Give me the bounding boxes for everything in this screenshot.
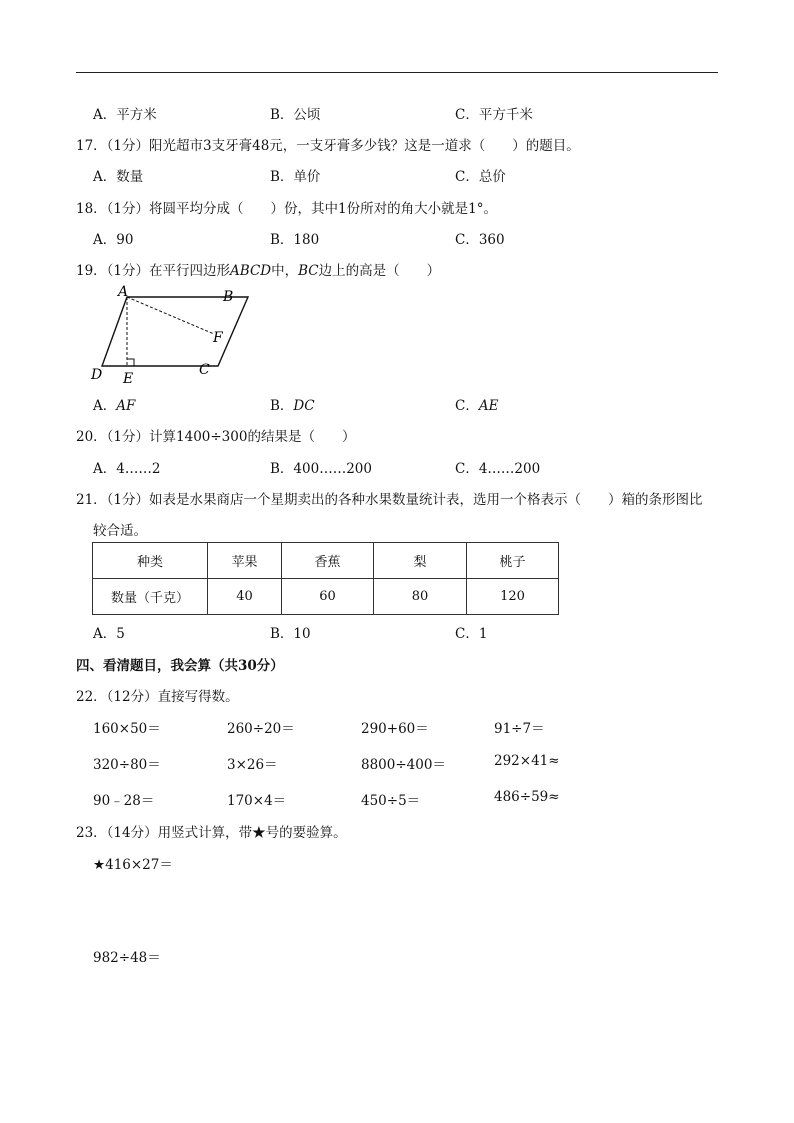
- table-cell: 数量（千克）: [93, 579, 208, 615]
- q18-stem: 18．（1分）将圆平均分成（ ）份，其中1份所对的角大小就是1°。: [76, 201, 497, 217]
- q21-stem-line2: 较合适。: [93, 523, 147, 539]
- table-cell: 香蕉: [282, 543, 374, 579]
- q22-stem: 22．（12分）直接写得数。: [76, 689, 239, 705]
- q19-stem: [76, 259, 440, 279]
- parallelogram-outline: [102, 297, 248, 366]
- q16-option-a[interactable]: A．平方米: [93, 107, 157, 123]
- calc-item[interactable]: 450÷5＝: [361, 793, 421, 809]
- calc-item[interactable]: 170×4＝: [227, 793, 287, 809]
- vertex-a-label: A: [118, 284, 129, 300]
- table-cell: 60: [282, 579, 374, 615]
- vertical-calc-item[interactable]: ★416×27＝: [93, 857, 173, 873]
- table-cell: 种类: [93, 543, 208, 579]
- vertex-c-label: C: [199, 362, 210, 378]
- table-cell: 40: [208, 579, 282, 615]
- q19-option-a[interactable]: A．AF: [93, 398, 136, 414]
- point-f-label: F: [213, 330, 223, 346]
- calc-item[interactable]: 486÷59≈: [494, 789, 560, 805]
- q17-option-c[interactable]: C．总价: [455, 169, 506, 185]
- table-cell: 桃子: [467, 543, 559, 579]
- q19-stem-mid: 中，: [271, 263, 299, 279]
- table-cell: 80: [374, 579, 467, 615]
- q21-stem-line1: 21．（1分）如表是水果商店一个星期卖出的各种水果数量统计表，选用一个格表示（ ）箱的条形图比: [76, 492, 703, 508]
- segment-af: [127, 297, 214, 334]
- calc-item[interactable]: 8800÷400＝: [361, 757, 446, 773]
- q17-stem: 17．（1分）阳光超市3支牙膏48元，一支牙膏多少钱？这是一道求（ ）的题目。: [76, 138, 580, 154]
- q18-option-b[interactable]: B．180: [270, 232, 320, 248]
- calc-item[interactable]: 292×41≈: [494, 753, 560, 769]
- q19-stem-suffix: 边上的高是（ ）: [318, 263, 441, 279]
- q16-option-c[interactable]: C．平方千米: [455, 107, 533, 123]
- calc-item[interactable]: 91÷7＝: [494, 721, 545, 737]
- calc-item[interactable]: 3×26＝: [227, 757, 278, 773]
- vertical-calc-item[interactable]: 982÷48＝: [93, 950, 161, 966]
- table-cell: 梨: [374, 543, 467, 579]
- q19-option-c[interactable]: C．AE: [455, 398, 499, 414]
- point-e-label: E: [123, 371, 134, 387]
- q16-option-b[interactable]: B．公顷: [270, 107, 321, 123]
- fruit-sales-table: [92, 542, 559, 615]
- header-rule: [76, 72, 718, 73]
- q18-option-c[interactable]: C．360: [455, 232, 505, 248]
- q23-stem: 23．（14分）用竖式计算，带★号的要验算。: [76, 825, 347, 841]
- q20-option-a[interactable]: A．4……2: [93, 461, 161, 477]
- calc-item[interactable]: 320÷80＝: [93, 757, 161, 773]
- q20-option-b[interactable]: B．400……200: [270, 461, 372, 477]
- q20-option-c[interactable]: C．4……200: [455, 461, 541, 477]
- q17-option-a[interactable]: A．数量: [93, 169, 144, 185]
- calc-item[interactable]: 290+60＝: [361, 721, 429, 737]
- section-4-title: 四、看清题目，我会算（共30分）: [76, 658, 284, 674]
- q19-stem-abcd: ABCD: [230, 263, 272, 279]
- q19-stem-prefix: 19．（1分）在平行四边形: [76, 263, 231, 279]
- table-cell: 苹果: [208, 543, 282, 579]
- vertex-b-label: B: [223, 289, 234, 305]
- table-row: [93, 579, 559, 615]
- q18-option-a[interactable]: A．90: [93, 232, 134, 248]
- q19-stem-bc: BC: [298, 263, 319, 279]
- q20-stem: 20．（1分）计算1400÷300的结果是（ ）: [76, 429, 356, 445]
- table-cell: 120: [467, 579, 559, 615]
- calc-item[interactable]: 260÷20＝: [227, 721, 295, 737]
- calc-item[interactable]: 90﹣28＝: [93, 793, 155, 809]
- q21-option-b[interactable]: B．10: [270, 626, 311, 642]
- calc-item[interactable]: 160×50＝: [93, 721, 161, 737]
- right-angle-mark: [127, 359, 134, 366]
- vertex-d-label: D: [91, 367, 103, 383]
- q21-option-a[interactable]: A．5: [93, 626, 125, 642]
- parallelogram-figure: [86, 282, 256, 390]
- q19-option-b[interactable]: B．DC: [270, 398, 315, 414]
- table-header-row: [93, 543, 559, 579]
- q17-option-b[interactable]: B．单价: [270, 169, 321, 185]
- q21-option-c[interactable]: C．1: [455, 626, 488, 642]
